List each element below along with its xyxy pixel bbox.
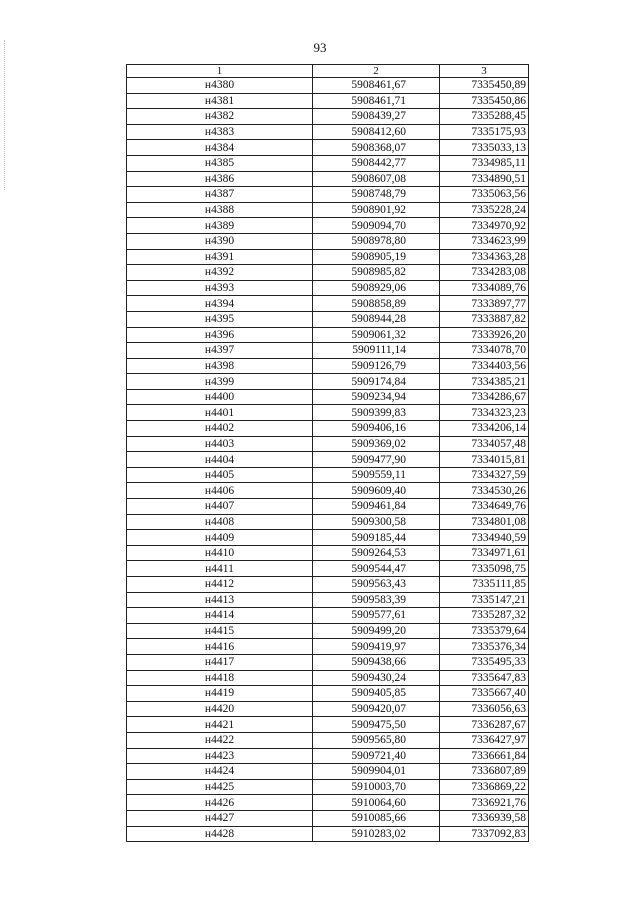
table-row — [127, 608, 529, 624]
point-id-cell: н4380 — [127, 78, 313, 94]
y-coordinate-cell: 7335063,56 — [440, 187, 529, 203]
x-coordinate-cell: 5909559,11 — [313, 467, 440, 483]
y-coordinate-cell: 7333897,77 — [440, 296, 529, 312]
table-row — [127, 748, 529, 764]
point-id-cell: н4413 — [127, 592, 313, 608]
x-coordinate-cell: 5908978,80 — [313, 233, 440, 249]
table-row — [127, 421, 529, 437]
y-coordinate-cell: 7335495,33 — [440, 654, 529, 670]
y-coordinate-cell: 7334078,70 — [440, 343, 529, 359]
x-coordinate-cell: 5909477,90 — [313, 452, 440, 468]
x-coordinate-cell: 5910085,66 — [313, 810, 440, 826]
table-row — [127, 467, 529, 483]
x-coordinate-cell: 5910064,60 — [313, 795, 440, 811]
point-id-cell: н4396 — [127, 327, 313, 343]
y-coordinate-cell: 7334015,81 — [440, 452, 529, 468]
point-id-cell: н4421 — [127, 717, 313, 733]
x-coordinate-cell: 5908461,67 — [313, 78, 440, 94]
x-coordinate-cell: 5909609,40 — [313, 483, 440, 499]
y-coordinate-cell: 7336661,84 — [440, 748, 529, 764]
x-coordinate-cell: 5909438,66 — [313, 654, 440, 670]
x-coordinate-cell: 5908858,89 — [313, 296, 440, 312]
point-id-cell: н4406 — [127, 483, 313, 499]
x-coordinate-cell: 5909369,02 — [313, 436, 440, 452]
point-id-cell: н4399 — [127, 374, 313, 390]
coordinates-table — [126, 64, 529, 842]
point-id-cell: н4408 — [127, 514, 313, 530]
y-coordinate-cell: 7336056,63 — [440, 701, 529, 717]
y-coordinate-cell: 7334089,76 — [440, 280, 529, 296]
y-coordinate-cell: 7334283,08 — [440, 265, 529, 281]
point-id-cell: н4423 — [127, 748, 313, 764]
x-coordinate-cell: 5908929,06 — [313, 280, 440, 296]
x-coordinate-cell: 5909563,43 — [313, 577, 440, 593]
table-row — [127, 499, 529, 515]
table-row — [127, 343, 529, 359]
point-id-cell: н4402 — [127, 421, 313, 437]
x-coordinate-cell: 5909174,84 — [313, 374, 440, 390]
point-id-cell: н4427 — [127, 810, 313, 826]
point-id-cell: н4405 — [127, 467, 313, 483]
point-id-cell: н4411 — [127, 561, 313, 577]
y-coordinate-cell: 7334323,23 — [440, 405, 529, 421]
y-coordinate-cell: 7334327,59 — [440, 467, 529, 483]
point-id-cell: н4417 — [127, 654, 313, 670]
x-coordinate-cell: 5909430,24 — [313, 670, 440, 686]
point-id-cell: н4395 — [127, 311, 313, 327]
y-coordinate-cell: 7335288,45 — [440, 109, 529, 125]
x-coordinate-cell: 5910283,02 — [313, 826, 440, 842]
y-coordinate-cell: 7334985,11 — [440, 155, 529, 171]
x-coordinate-cell: 5908607,08 — [313, 171, 440, 187]
table-row — [127, 296, 529, 312]
y-coordinate-cell: 7334971,61 — [440, 545, 529, 561]
point-id-cell: н4400 — [127, 389, 313, 405]
point-id-cell: н4403 — [127, 436, 313, 452]
table-row — [127, 78, 529, 94]
y-coordinate-cell: 7335450,89 — [440, 78, 529, 94]
point-id-cell: н4391 — [127, 249, 313, 265]
y-coordinate-cell: 7336427,97 — [440, 732, 529, 748]
point-id-cell: н4386 — [127, 171, 313, 187]
x-coordinate-cell: 5909399,83 — [313, 405, 440, 421]
point-id-cell: н4397 — [127, 343, 313, 359]
table-row — [127, 358, 529, 374]
point-id-cell: н4398 — [127, 358, 313, 374]
point-id-cell: н4410 — [127, 545, 313, 561]
y-coordinate-cell: 7336921,76 — [440, 795, 529, 811]
table-row — [127, 732, 529, 748]
y-coordinate-cell: 7335175,93 — [440, 124, 529, 140]
y-coordinate-cell: 7335667,40 — [440, 686, 529, 702]
point-id-cell: н4415 — [127, 623, 313, 639]
y-coordinate-cell: 7334801,08 — [440, 514, 529, 530]
table-row — [127, 374, 529, 390]
table-row — [127, 670, 529, 686]
table-row — [127, 717, 529, 733]
y-coordinate-cell: 7336869,22 — [440, 779, 529, 795]
y-coordinate-cell: 7334890,51 — [440, 171, 529, 187]
point-id-cell: н4393 — [127, 280, 313, 296]
point-id-cell: н4414 — [127, 608, 313, 624]
table-row — [127, 779, 529, 795]
point-id-cell: н4387 — [127, 187, 313, 203]
x-coordinate-cell: 5908368,07 — [313, 140, 440, 156]
table-row — [127, 545, 529, 561]
y-coordinate-cell: 7334940,59 — [440, 530, 529, 546]
point-id-cell: н4381 — [127, 93, 313, 109]
table-row — [127, 140, 529, 156]
y-coordinate-cell: 7334970,92 — [440, 218, 529, 234]
page-number: 93 — [313, 40, 327, 55]
y-coordinate-cell: 7335111,85 — [440, 577, 529, 593]
table-row — [127, 311, 529, 327]
column-header-2: 2 — [313, 65, 440, 78]
table-row — [127, 483, 529, 499]
x-coordinate-cell: 5909264,53 — [313, 545, 440, 561]
x-coordinate-cell: 5909461,84 — [313, 499, 440, 515]
x-coordinate-cell: 5909185,44 — [313, 530, 440, 546]
y-coordinate-cell: 7335450,86 — [440, 93, 529, 109]
x-coordinate-cell: 5908901,92 — [313, 202, 440, 218]
y-coordinate-cell: 7334286,67 — [440, 389, 529, 405]
y-coordinate-cell: 7337092,83 — [440, 826, 529, 842]
table-row — [127, 327, 529, 343]
table-row — [127, 577, 529, 593]
table-row — [127, 233, 529, 249]
x-coordinate-cell: 5908985,82 — [313, 265, 440, 281]
point-id-cell: н4419 — [127, 686, 313, 702]
table-row — [127, 249, 529, 265]
table-row — [127, 202, 529, 218]
table-row — [127, 826, 529, 842]
y-coordinate-cell: 7335033,13 — [440, 140, 529, 156]
y-coordinate-cell: 7334057,48 — [440, 436, 529, 452]
y-coordinate-cell: 7335376,34 — [440, 639, 529, 655]
table-row — [127, 405, 529, 421]
table-body — [127, 78, 529, 842]
point-id-cell: н4407 — [127, 499, 313, 515]
point-id-cell: н4425 — [127, 779, 313, 795]
x-coordinate-cell: 5909406,16 — [313, 421, 440, 437]
point-id-cell: н4388 — [127, 202, 313, 218]
table-row — [127, 187, 529, 203]
point-id-cell: н4390 — [127, 233, 313, 249]
table-row — [127, 530, 529, 546]
table-row — [127, 265, 529, 281]
point-id-cell: н4394 — [127, 296, 313, 312]
y-coordinate-cell: 7335647,83 — [440, 670, 529, 686]
x-coordinate-cell: 5909405,85 — [313, 686, 440, 702]
y-coordinate-cell: 7334206,14 — [440, 421, 529, 437]
point-id-cell: н4404 — [127, 452, 313, 468]
point-id-cell: н4416 — [127, 639, 313, 655]
table-row — [127, 561, 529, 577]
x-coordinate-cell: 5909721,40 — [313, 748, 440, 764]
table-row — [127, 124, 529, 140]
table-row — [127, 171, 529, 187]
table-row — [127, 764, 529, 780]
table-header-row — [127, 65, 529, 78]
table-row — [127, 592, 529, 608]
y-coordinate-cell: 7334649,76 — [440, 499, 529, 515]
y-coordinate-cell: 7336287,67 — [440, 717, 529, 733]
point-id-cell: н4424 — [127, 764, 313, 780]
point-id-cell: н4392 — [127, 265, 313, 281]
x-coordinate-cell: 5909577,61 — [313, 608, 440, 624]
point-id-cell: н4412 — [127, 577, 313, 593]
table-row — [127, 639, 529, 655]
x-coordinate-cell: 5909094,70 — [313, 218, 440, 234]
column-header-3: 3 — [440, 65, 529, 78]
point-id-cell: н4422 — [127, 732, 313, 748]
y-coordinate-cell: 7334403,56 — [440, 358, 529, 374]
y-coordinate-cell: 7334530,26 — [440, 483, 529, 499]
margin-scan-marks — [4, 40, 6, 190]
x-coordinate-cell: 5909904,01 — [313, 764, 440, 780]
y-coordinate-cell: 7334363,28 — [440, 249, 529, 265]
table-row — [127, 654, 529, 670]
x-coordinate-cell: 5908905,19 — [313, 249, 440, 265]
point-id-cell: н4383 — [127, 124, 313, 140]
table-row — [127, 686, 529, 702]
x-coordinate-cell: 5909544,47 — [313, 561, 440, 577]
x-coordinate-cell: 5908748,79 — [313, 187, 440, 203]
y-coordinate-cell: 7335147,21 — [440, 592, 529, 608]
table-row — [127, 280, 529, 296]
table-row — [127, 795, 529, 811]
x-coordinate-cell: 5909419,97 — [313, 639, 440, 655]
y-coordinate-cell: 7335098,75 — [440, 561, 529, 577]
table-row — [127, 514, 529, 530]
x-coordinate-cell: 5909300,58 — [313, 514, 440, 530]
y-coordinate-cell: 7333887,82 — [440, 311, 529, 327]
y-coordinate-cell: 7336807,89 — [440, 764, 529, 780]
point-id-cell: н4385 — [127, 155, 313, 171]
point-id-cell: н4428 — [127, 826, 313, 842]
table-row — [127, 93, 529, 109]
y-coordinate-cell: 7333926,20 — [440, 327, 529, 343]
point-id-cell: н4420 — [127, 701, 313, 717]
point-id-cell: н4384 — [127, 140, 313, 156]
x-coordinate-cell: 5908412,60 — [313, 124, 440, 140]
x-coordinate-cell: 5909475,50 — [313, 717, 440, 733]
x-coordinate-cell: 5909234,94 — [313, 389, 440, 405]
point-id-cell: н4426 — [127, 795, 313, 811]
x-coordinate-cell: 5910003,70 — [313, 779, 440, 795]
x-coordinate-cell: 5909583,39 — [313, 592, 440, 608]
point-id-cell: н4389 — [127, 218, 313, 234]
table-row — [127, 389, 529, 405]
table-row — [127, 155, 529, 171]
x-coordinate-cell: 5909061,32 — [313, 327, 440, 343]
y-coordinate-cell: 7335228,24 — [440, 202, 529, 218]
x-coordinate-cell: 5908944,28 — [313, 311, 440, 327]
y-coordinate-cell: 7334385,21 — [440, 374, 529, 390]
x-coordinate-cell: 5909126,79 — [313, 358, 440, 374]
x-coordinate-cell: 5908461,71 — [313, 93, 440, 109]
table-row — [127, 623, 529, 639]
table-row — [127, 452, 529, 468]
table-row — [127, 810, 529, 826]
x-coordinate-cell: 5908442,77 — [313, 155, 440, 171]
y-coordinate-cell: 7335287,32 — [440, 608, 529, 624]
point-id-cell: н4409 — [127, 530, 313, 546]
table-row — [127, 436, 529, 452]
point-id-cell: н4401 — [127, 405, 313, 421]
point-id-cell: н4418 — [127, 670, 313, 686]
column-header-1: 1 — [127, 65, 313, 78]
y-coordinate-cell: 7336939,58 — [440, 810, 529, 826]
table-row — [127, 109, 529, 125]
y-coordinate-cell: 7334623,99 — [440, 233, 529, 249]
point-id-cell: н4382 — [127, 109, 313, 125]
y-coordinate-cell: 7335379,64 — [440, 623, 529, 639]
table-row — [127, 701, 529, 717]
x-coordinate-cell: 5909111,14 — [313, 343, 440, 359]
x-coordinate-cell: 5909565,80 — [313, 732, 440, 748]
x-coordinate-cell: 5909420,07 — [313, 701, 440, 717]
x-coordinate-cell: 5908439,27 — [313, 109, 440, 125]
table-row — [127, 218, 529, 234]
x-coordinate-cell: 5909499,20 — [313, 623, 440, 639]
